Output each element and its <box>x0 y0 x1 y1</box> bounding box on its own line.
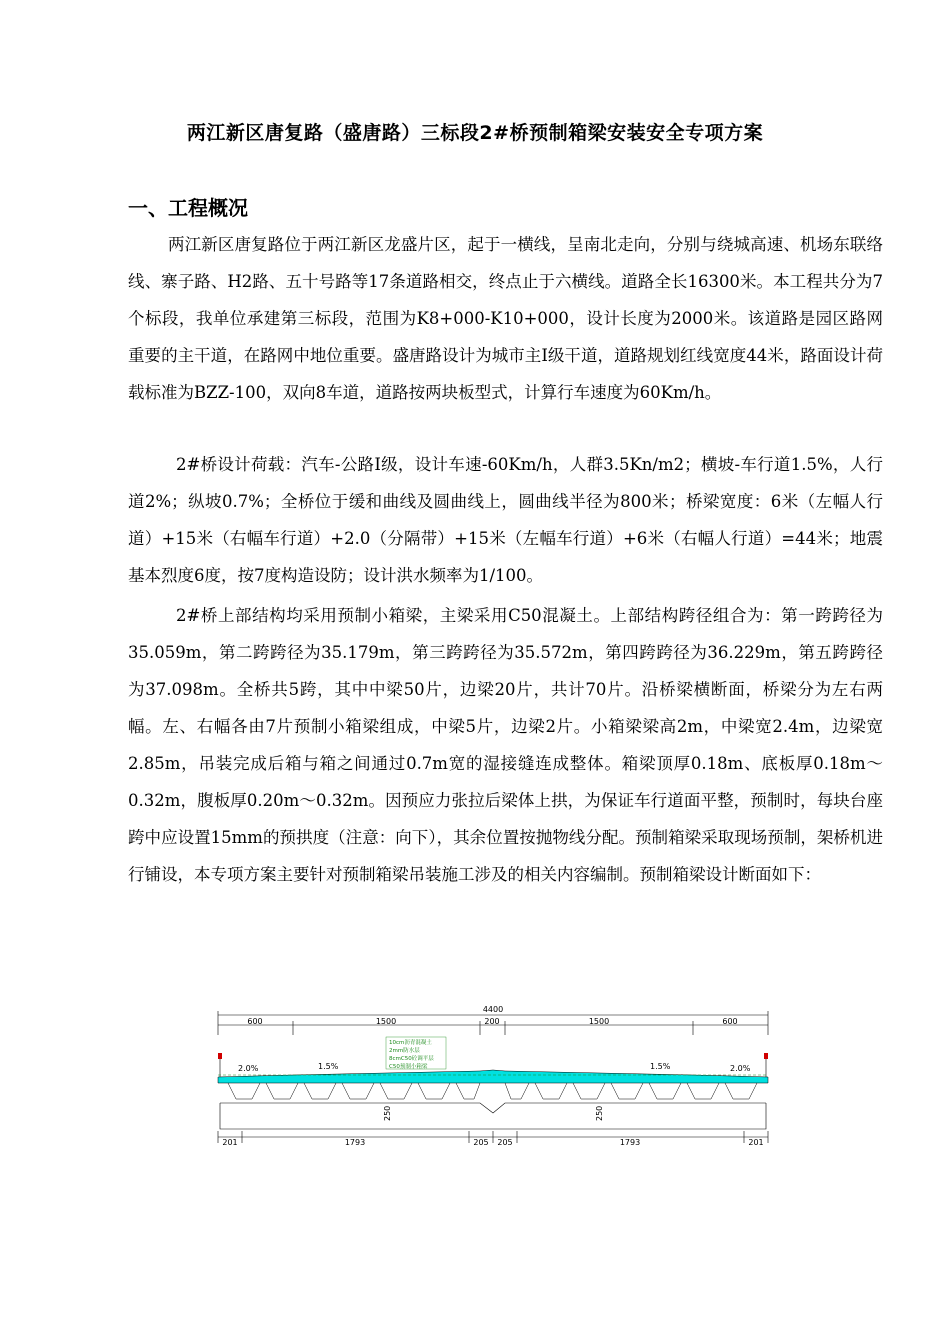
dim-top-2: 1500 <box>375 1017 397 1026</box>
dim-bottom-3: 205 <box>473 1138 489 1147</box>
dim-top-4: 1500 <box>588 1017 610 1026</box>
legend-3: 8cmC50砼调平层 <box>389 1056 434 1062</box>
height-right: 250 <box>595 1105 604 1121</box>
box-girder-cross-section-diagram <box>190 995 780 1155</box>
paragraph-superstructure: 2#桥上部结构均采用预制小箱梁，主梁采用C50混凝土。上部结构跨径组合为：第一跨跨径为35.059m，第二跨跨径为35.179m，第三跨跨径为35.572m，第四跨跨径为36.229m，第五跨跨径为37.098m。全桥共5跨，其中中梁50片，边梁20片，共计70片。沿桥梁横断面，桥梁分为左右两幅。左、右幅各由7片预制小箱梁组成，中梁5片，边梁2片。小箱梁梁高2m，中梁宽2.4m，边梁宽2.85m，吊装完成后箱与箱之间通过0.7m宽的湿接缝连成整体。箱梁顶厚0.18m、底板厚0.18m～0.32m，腹板厚0.20m～0.32m。因预应力张拉后梁体上拱，为保证车行道面平整，预制时，每块台座跨中应设置15mm的预拱度（注意：向下），其余位置按抛物线分配。预制箱梁采取现场预制，架桥机进行铺设，本专项方案主要针对预制箱梁吊装施工涉及的相关内容编制。预制箱梁设计断面如下： <box>128 606 883 884</box>
dim-bottom-4: 205 <box>497 1138 513 1147</box>
deck-surface <box>218 1070 768 1083</box>
dim-top-1: 600 <box>247 1017 263 1026</box>
document-title: 两江新区唐复路（盛唐路）三标段2#桥预制箱梁安装安全专项方案 <box>186 122 764 144</box>
paragraph-project-overview: 两江新区唐复路位于两江新区龙盛片区，起于一横线，呈南北走向，分别与绕城高速、机场东联络线、寨子路、H2路、五十号路等17条道路相交，终点止于六横线。道路全长16300米。本工程共分为7个标段，我单位承建第三标段，范围为K8+000-K10+000，设计长度为2000米。该道路是园区路网重要的主干道，在路网中地位重要。盛唐路设计为城市主Ⅰ级干道，道路规划红线宽度44米，路面设计荷载标准为BZZ-100，双向8车道，道路按两块板型式，计算行车速度为60Km/h。 <box>128 235 883 402</box>
slope-right-walk: 2.0% <box>730 1064 751 1073</box>
slope-right-road: 1.5% <box>650 1062 671 1071</box>
dim-bottom-1: 201 <box>222 1138 238 1147</box>
box-girders-right <box>505 1083 757 1099</box>
bottom-dimension-lines <box>218 1131 768 1143</box>
dim-top-3: 200 <box>484 1017 500 1026</box>
box-girders-left <box>228 1083 480 1099</box>
paragraph-design-load: 2#桥设计荷载：汽车-公路Ⅰ级，设计车速-60Km/h，人群3.5Kn/m2；横坡-车行道1.5%，人行道2%；纵坡0.7%；全桥位于缓和曲线及圆曲线上，圆曲线半径为800米；桥梁宽度：6米（左幅人行道）+15米（右幅车行道）+2.0（分隔带）+15米（左幅车行道）+6米（右幅人行道）=44米；地震基本烈度6度，按7度构造设防；设计洪水频率为1/100。 <box>128 455 883 585</box>
dim-bottom-2: 1793 <box>344 1138 366 1147</box>
dim-bottom-5: 1793 <box>619 1138 641 1147</box>
dim-total: 4400 <box>482 1005 504 1014</box>
legend-1: 10cm沥青混凝土 <box>389 1040 432 1046</box>
slope-left-walk: 2.0% <box>238 1064 259 1073</box>
dim-top-5: 600 <box>722 1017 738 1026</box>
dim-bottom-6: 201 <box>748 1138 764 1147</box>
legend-4: C50预制小箱梁 <box>389 1064 428 1070</box>
section-heading: 一、工程概况 <box>128 196 248 220</box>
cap-beam <box>220 1103 766 1129</box>
legend-2: 2mm防水层 <box>389 1048 420 1054</box>
slope-left-road: 1.5% <box>318 1062 339 1071</box>
height-left: 250 <box>383 1105 392 1121</box>
layer-legend <box>386 1037 446 1070</box>
